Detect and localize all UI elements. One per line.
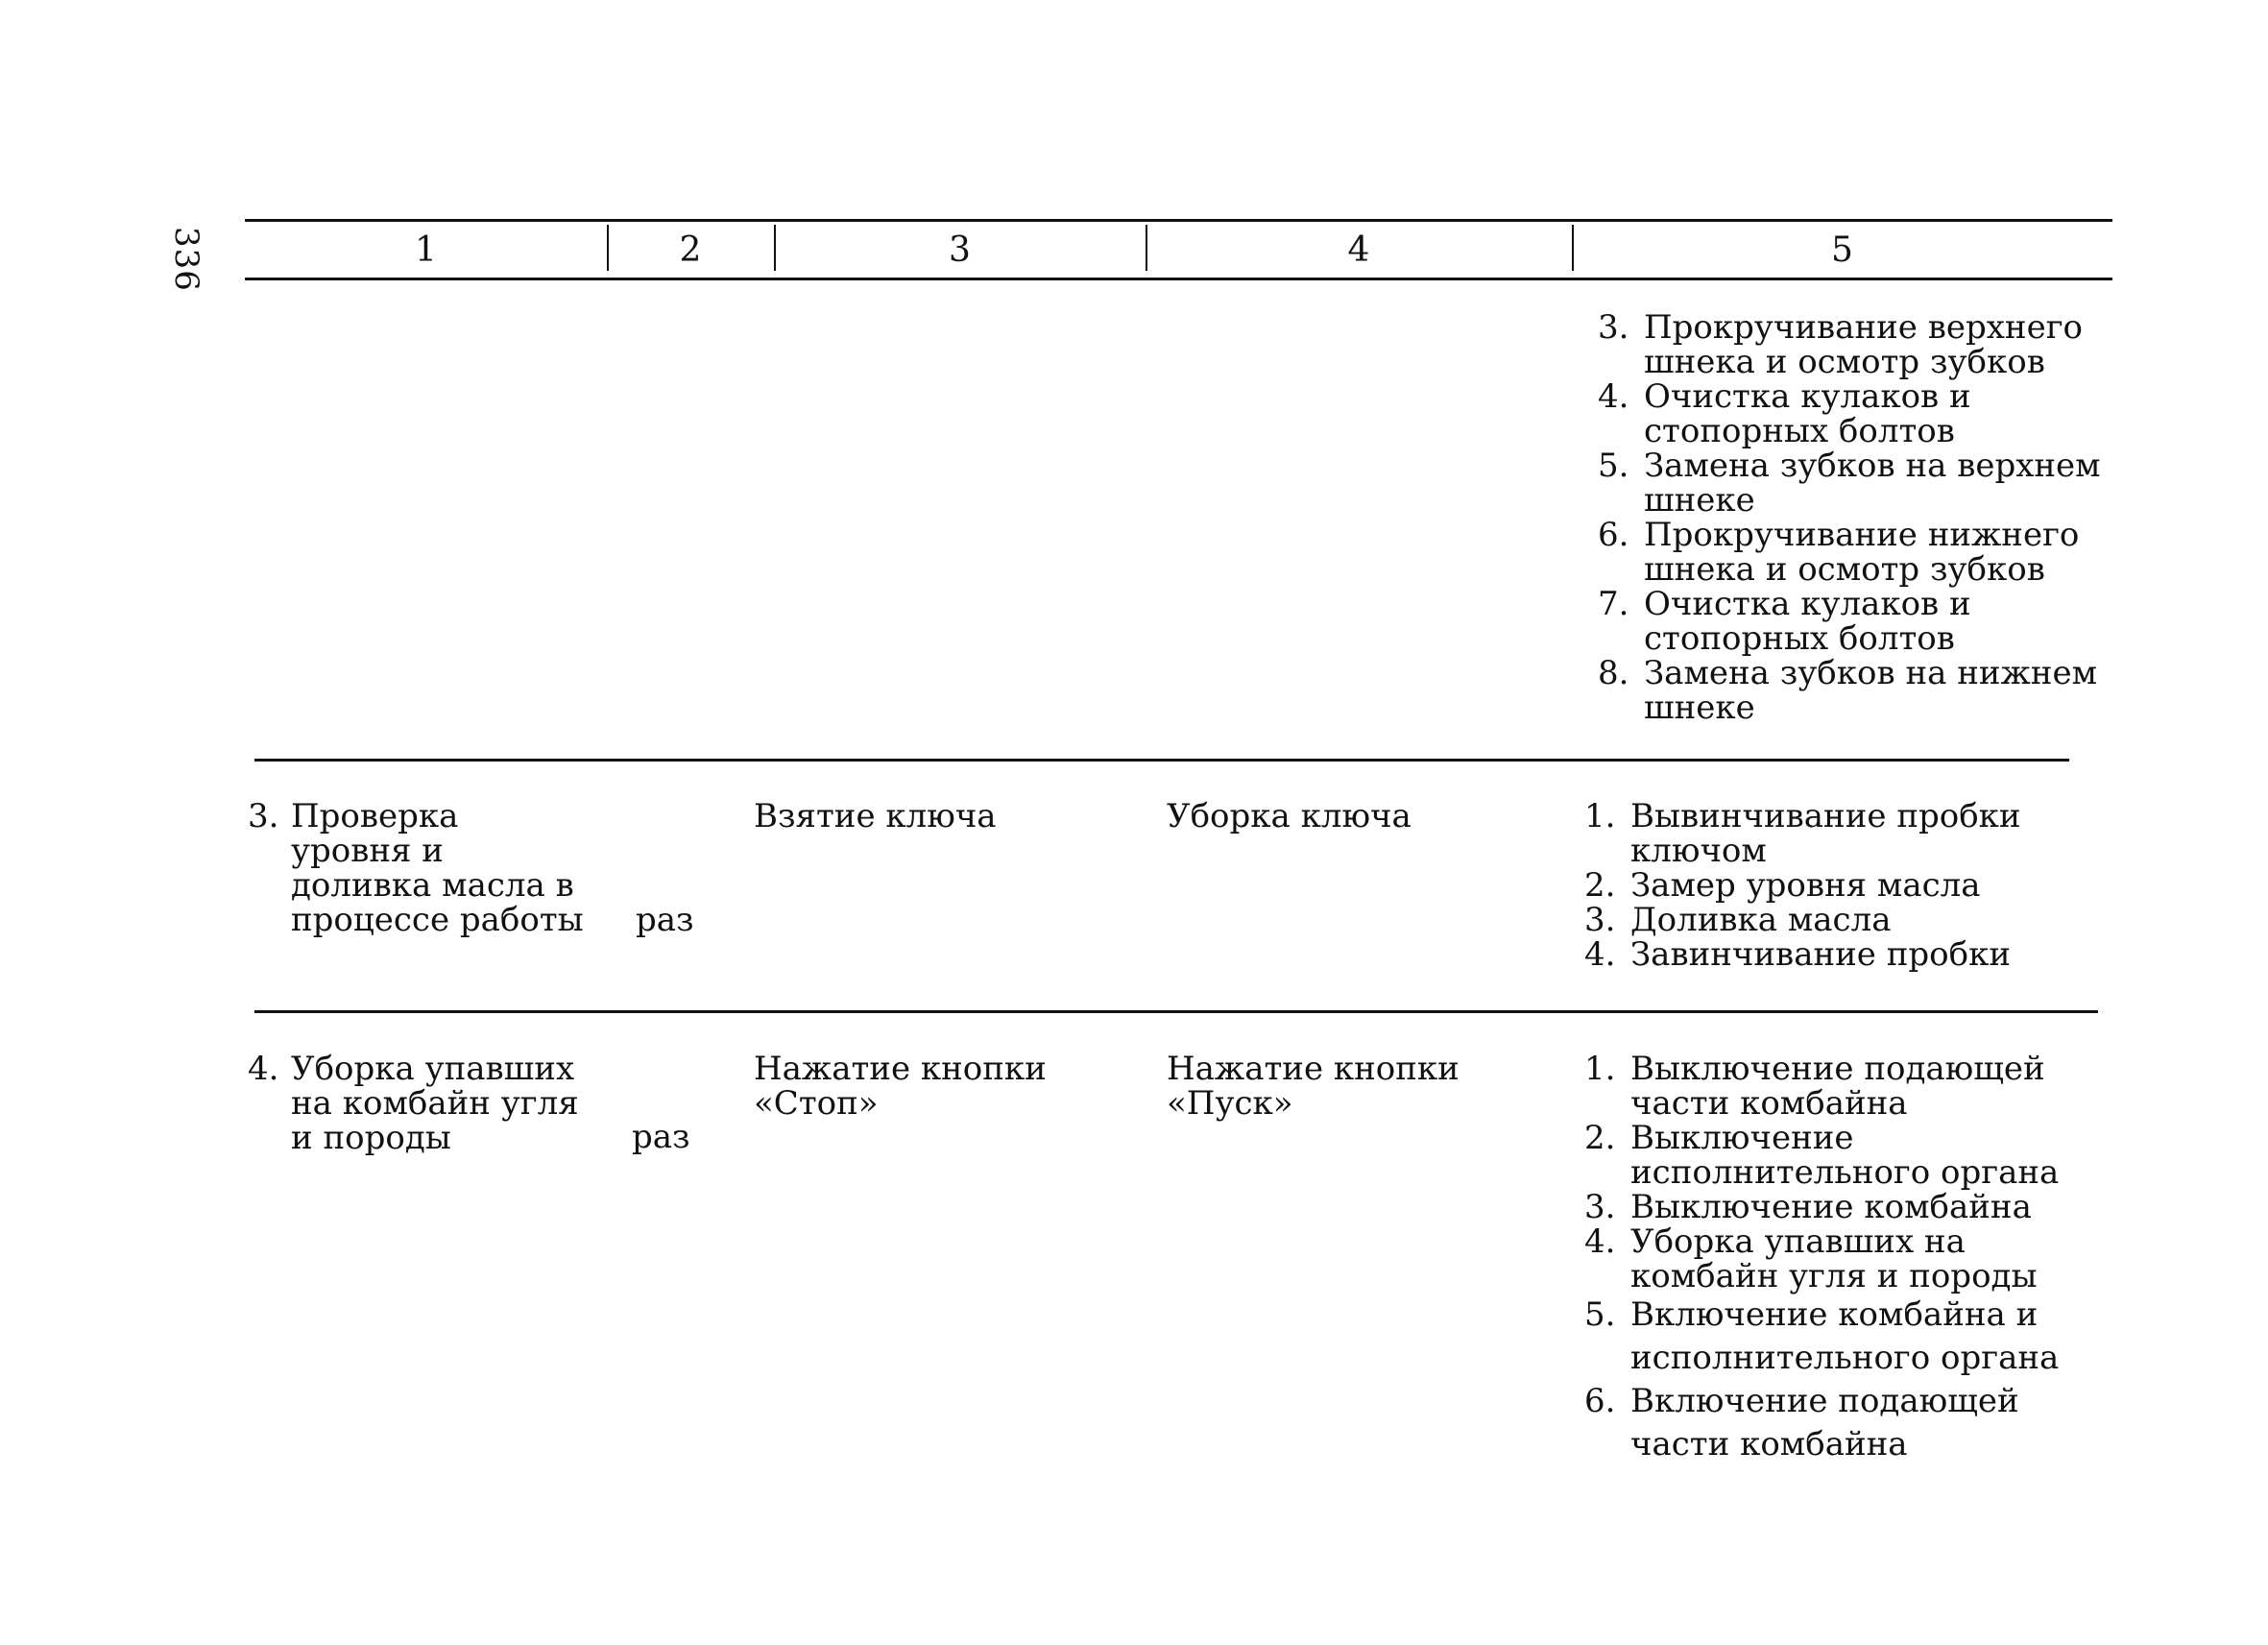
column-header-5: 5 xyxy=(1831,230,1853,270)
continuation-steps-list xyxy=(1598,310,2112,725)
list-item: 4. Очистка кулаков и стопорных болтов xyxy=(1598,377,1971,450)
row-4-start: Нажатие кнопки «Стоп» xyxy=(754,1050,1047,1123)
row-4-number: 4. xyxy=(248,1050,279,1088)
row-3-unit: раз xyxy=(636,901,694,939)
page-number: 336 xyxy=(166,227,205,292)
column-header-4: 4 xyxy=(1347,230,1370,270)
list-item: 6. Прокручивание нижнего шнека и осмотр зубков xyxy=(1598,516,2080,589)
list-item: 3. Выключение комбайна xyxy=(1584,1188,2032,1226)
row-4-unit: раз xyxy=(632,1118,690,1156)
list-item: 4. Уборка упавших на комбайн угля и породы xyxy=(1584,1222,2038,1295)
list-item: 1. Вывинчивание пробки ключом xyxy=(1584,797,2021,870)
column-header-1: 1 xyxy=(415,230,437,270)
list-item: 8. Замена зубков на нижнем шнеке xyxy=(1598,654,2098,727)
list-item: 6. Включение подающей части комбайна xyxy=(1584,1382,2019,1464)
list-item: 5. Включение комбайна и исполнительного органа xyxy=(1584,1295,2060,1377)
row-3-start: Взятие ключа xyxy=(754,797,997,835)
list-item: 1. Выключение подающей части комбайна xyxy=(1584,1050,2045,1123)
column-header-3: 3 xyxy=(949,230,971,270)
list-item: 5. Замена зубков на верхнем шнеке xyxy=(1598,447,2101,520)
column-header-2: 2 xyxy=(679,230,702,270)
list-item: 4. Завинчивание пробки xyxy=(1584,935,2011,974)
row-3-end: Уборка ключа xyxy=(1167,797,1411,835)
header-bottom-rule xyxy=(245,278,2112,280)
row-3-operation: Проверка уровня и доливка масла в процессе работы xyxy=(291,797,584,939)
list-item: 2. Замер уровня масла xyxy=(1584,866,1981,905)
row-3-number: 3. xyxy=(248,797,279,835)
row-3-steps-list xyxy=(1584,799,2103,972)
list-item: 3. Доливка масла xyxy=(1584,901,1892,939)
row-separator xyxy=(254,759,2069,762)
row-4-end: Нажатие кнопки «Пуск» xyxy=(1167,1050,1460,1123)
row-separator xyxy=(254,1010,2098,1013)
row-4-steps-list xyxy=(1584,1052,2103,1466)
list-item: 7. Очистка кулаков и стопорных болтов xyxy=(1598,585,1971,658)
list-item: 3. Прокручивание верхнего шнека и осмотр зубков xyxy=(1598,308,2083,381)
header-top-rule xyxy=(245,219,2112,222)
row-4-operation: Уборка упавших на комбайн угля и породы xyxy=(291,1050,579,1157)
list-item: 2. Выключение исполнительного органа xyxy=(1584,1119,2060,1192)
